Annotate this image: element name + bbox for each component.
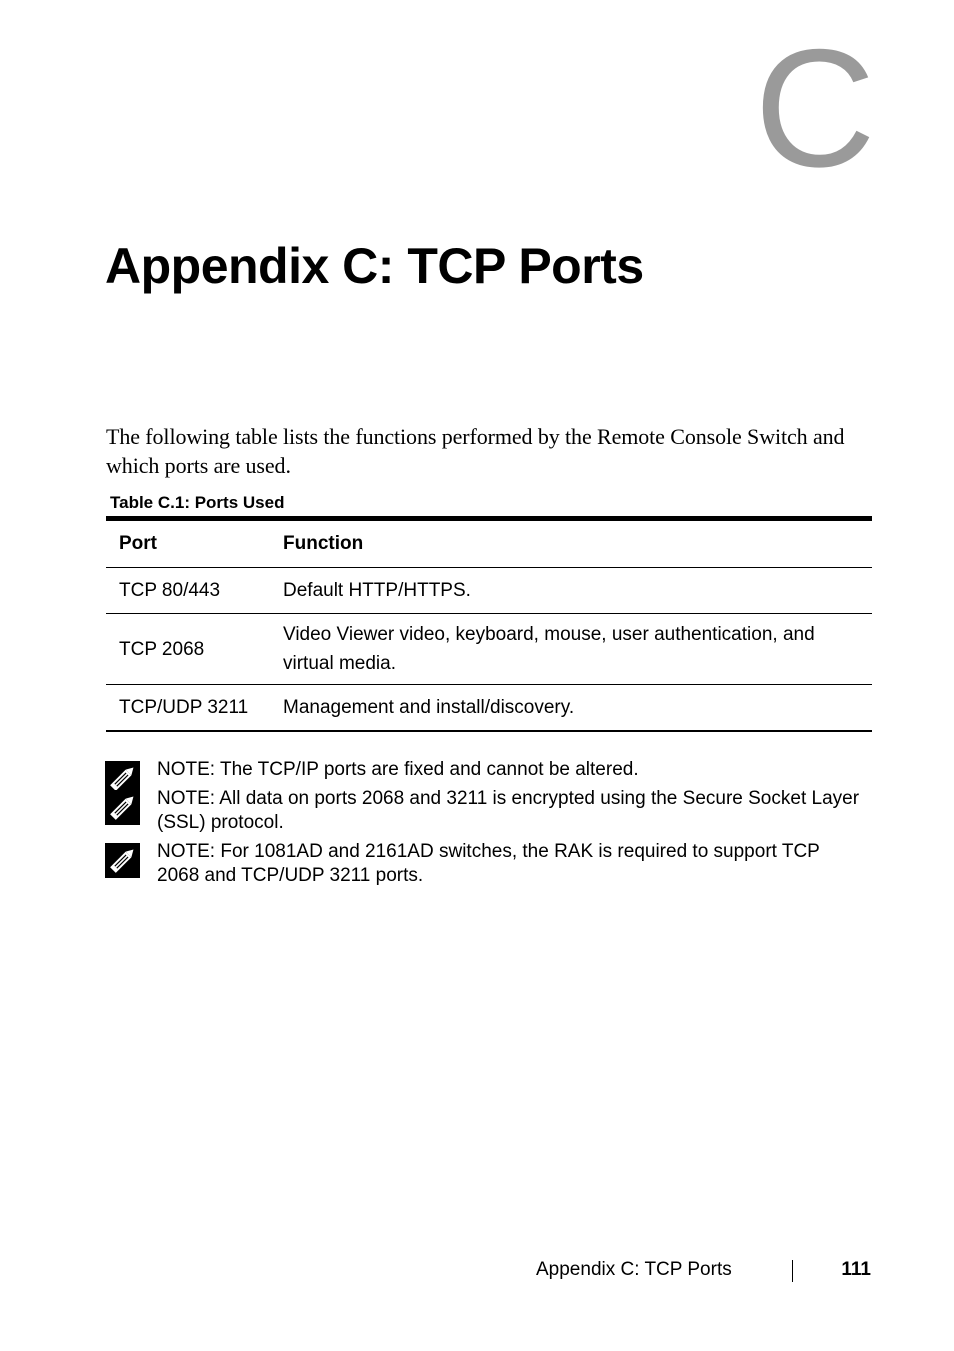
note-text: The TCP/IP ports are fixed and cannot be altered. bbox=[220, 759, 639, 780]
intro-paragraph: The following table lists the functions performed by the Remote Console Switch and which ports are used. bbox=[106, 424, 845, 478]
footer-divider bbox=[792, 1260, 793, 1282]
table-header-row bbox=[106, 519, 872, 568]
header-port: Port bbox=[106, 519, 270, 568]
chapter-letter: C bbox=[754, 14, 876, 202]
notes-list bbox=[105, 758, 865, 893]
note-label: NOTE: bbox=[157, 841, 216, 862]
cell-port: TCP 80/443 bbox=[106, 568, 270, 614]
header-function: Function bbox=[270, 519, 872, 568]
cell-function: Video Viewer video, keyboard, mouse, user authentication, and virtual media. bbox=[270, 614, 872, 685]
note-pencil-icon bbox=[105, 790, 140, 825]
table-row bbox=[106, 568, 872, 614]
note-text: For 1081AD and 2161AD switches, the RAK is required to support TCP 2068 and TCP/UDP 3211 ports. bbox=[157, 841, 820, 886]
table-caption: Table C.1: Ports Used bbox=[110, 493, 285, 512]
cell-port: TCP 2068 bbox=[106, 614, 270, 685]
page-number: 111 bbox=[841, 1259, 871, 1280]
ports-table bbox=[106, 516, 872, 732]
note-item bbox=[105, 758, 865, 782]
note-pencil-icon bbox=[105, 843, 140, 878]
note-label: NOTE: bbox=[157, 788, 216, 809]
footer-title: Appendix C: TCP Ports bbox=[536, 1259, 732, 1280]
note-text: All data on ports 2068 and 3211 is encrypted using the Secure Socket Layer (SSL) protocol. bbox=[157, 788, 860, 833]
cell-function: Default HTTP/HTTPS. bbox=[270, 568, 872, 614]
note-item bbox=[105, 787, 865, 835]
page-title: Appendix C: TCP Ports bbox=[105, 238, 644, 294]
note-label: NOTE: bbox=[157, 759, 216, 780]
cell-port: TCP/UDP 3211 bbox=[106, 685, 270, 732]
table-row bbox=[106, 614, 872, 685]
table-row bbox=[106, 685, 872, 732]
note-item bbox=[105, 840, 865, 888]
cell-function: Management and install/discovery. bbox=[270, 685, 872, 732]
